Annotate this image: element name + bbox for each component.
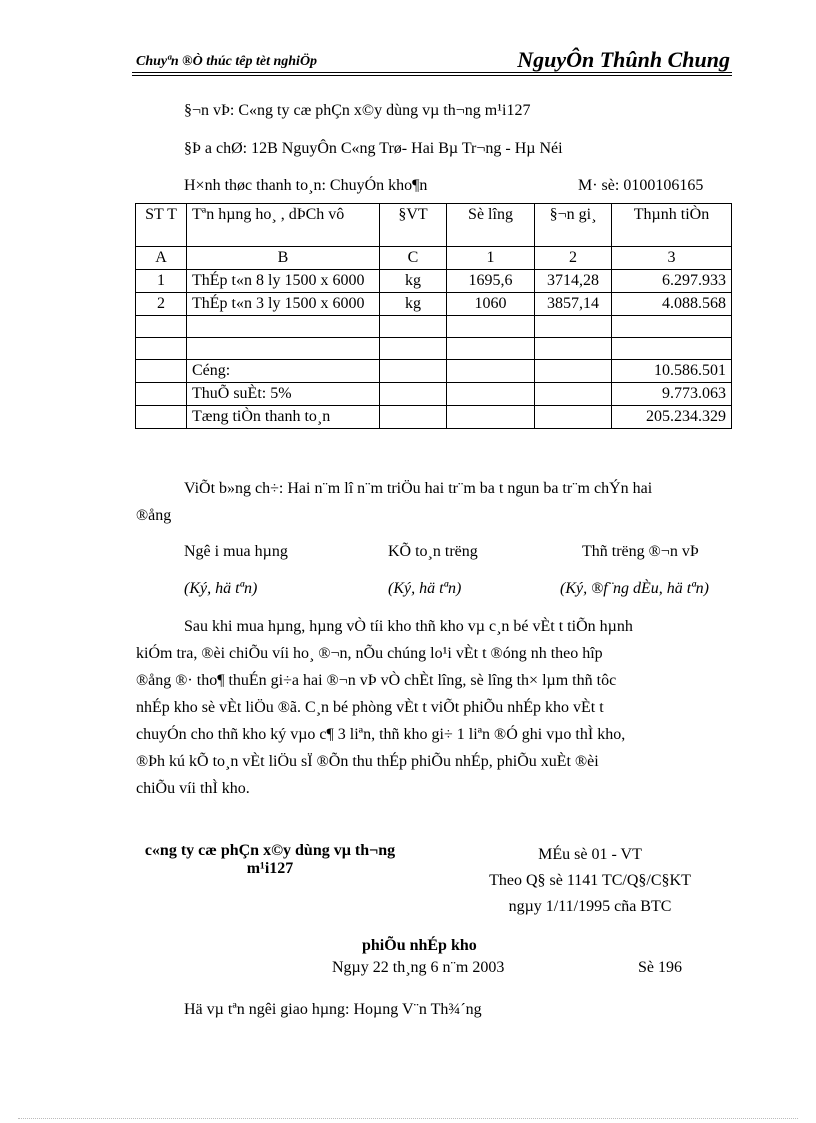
receipt-date: Ngµy 22 th¸ng 6 n¨m 2003 [332, 959, 505, 976]
decision-number: Theo Q§ sè 1141 TC/Q§/C§KT [489, 872, 691, 889]
row-item-name: ThÉp t«n 3 ly 1500 x 6000 [187, 293, 380, 316]
paragraph-line: ®Þh kú kÕ to¸n vÈt liÖu sÏ ®Õn thu thÉp phiÕu nhÉp, phiÕu xuÈt ®èi [136, 753, 599, 770]
paragraph-line: kiÓm tra, ®èi chiÕu víi ho¸ ®¬n, nÕu chúng lo¹i vÈt t ®óng nh theo hîp [136, 645, 603, 662]
table-row [136, 270, 732, 293]
row-amount: 4.088.568 [612, 293, 732, 316]
decision-date: ngµy 1/11/1995 cña BTC [508, 898, 672, 915]
total-row [136, 360, 732, 383]
total-value: 10.586.501 [612, 360, 732, 383]
col-header-stt: ST T [136, 204, 187, 247]
tax-label: ThuÕ suÈt: 5% [187, 383, 380, 406]
empty-row [136, 316, 732, 338]
header-rule [132, 72, 732, 76]
row-unit: kg [380, 270, 447, 293]
amount-in-words-cont: ®ång [136, 507, 172, 524]
paragraph-line: chuyÓn cho thñ kho ký vµo c¶ 3 liªn, thñ kho gi÷ 1 liªn ®Ó ghi vµo thÌ kho, [136, 726, 626, 743]
paragraph-line: ®ång ®· tho¶ thuÉn gi÷a hai ®¬n vÞ vÒ chÈt lîng, sè lîng th× lµm thñ tôc [136, 672, 617, 689]
signature-head-note: (Ký, ®f¨ng dÈu, hä tªn) [560, 580, 709, 597]
paragraph-line: chiÕu víi thÌ kho. [136, 780, 250, 797]
col-header-name: Tªn hµng ho¸ , dÞCh vô [187, 204, 380, 247]
address-line: §Þ a chØ: 12B NguyÔn C«ng Trø- Hai Bµ Tr¬ng - Hµ Néi [184, 140, 563, 157]
running-header-author: NguyÔn Thûnh Chung [517, 47, 730, 72]
row-stt: 1 [136, 270, 187, 293]
signature-accountant-note: (Ký, hä tªn) [388, 580, 462, 597]
tax-code: M· sè: 0100106165 [578, 177, 704, 194]
row-unit: kg [380, 293, 447, 316]
company-name [120, 842, 420, 878]
col-header-amount: Thµnh tiÒn [612, 204, 732, 247]
signature-head: Thñ trëng ®¬n vÞ [582, 543, 699, 560]
code-cell: B [187, 247, 380, 270]
grand-total-label: Tæng tiÒn thanh to¸n [187, 406, 380, 429]
signature-buyer: Ngê i mua hµng [184, 543, 288, 560]
signature-accountant: KÕ to¸n trëng [388, 543, 478, 560]
table-code-row [136, 247, 732, 270]
company-name-line1: c«ng ty cæ phÇn x©y dùng vµ th¬ng [144, 842, 396, 859]
row-stt: 2 [136, 293, 187, 316]
row-qty: 1060 [447, 293, 535, 316]
empty-row [136, 338, 732, 360]
form-number: MÉu sè 01 - VT [538, 846, 642, 863]
amount-in-words: ViÕt b»ng ch÷: Hai n¨m lî n¨m triÖu hai tr¨m ba t ngun ba tr¨m chÝn hai [184, 480, 653, 497]
tax-row [136, 383, 732, 406]
form-reference [450, 842, 730, 920]
page-bottom-border [18, 1118, 798, 1119]
code-cell: A [136, 247, 187, 270]
row-qty: 1695,6 [447, 270, 535, 293]
row-amount: 6.297.933 [612, 270, 732, 293]
table-row [136, 293, 732, 316]
table-header-row [136, 204, 732, 247]
deliverer-name: Hä vµ tªn ngêi giao hµng: Hoµng V¨n Th¾´ng [184, 1001, 482, 1018]
col-header-price: §¬n gi¸ [535, 204, 612, 247]
body-paragraph [136, 613, 730, 802]
company-name-line2: m¹i127 [246, 860, 294, 877]
row-price: 3857,14 [535, 293, 612, 316]
payment-method: H×nh thøc thanh to¸n: ChuyÓn kho¶n [184, 177, 428, 194]
paragraph-line: nhÉp kho sè vÈt liÖu ®ã. C¸n bé phòng vÈt t viÕt phiÕu nhÉp kho vÈt t [136, 699, 604, 716]
receipt-number: Sè 196 [638, 959, 682, 976]
grand-total-row [136, 406, 732, 429]
grand-total-value: 205.234.329 [612, 406, 732, 429]
col-header-qty: Sè lîng [447, 204, 535, 247]
receipt-title: phiÕu nhÉp kho [362, 937, 477, 954]
row-item-name: ThÉp t«n 8 ly 1500 x 6000 [187, 270, 380, 293]
row-price: 3714,28 [535, 270, 612, 293]
tax-value: 9.773.063 [612, 383, 732, 406]
total-label: Céng: [187, 360, 380, 383]
paragraph-line: Sau khi mua hµng, hµng vÒ tíi kho thñ kho vµ c¸n bé vÈt t tiÕn hµnh [184, 618, 633, 635]
signature-buyer-note: (Ký, hä tªn) [184, 580, 258, 597]
code-cell: C [380, 247, 447, 270]
code-cell: 2 [535, 247, 612, 270]
unit-line: §¬n vÞ: C«ng ty cæ phÇn x©y dùng vµ th¬ng m¹i127 [184, 102, 531, 119]
running-header-title: Chuyªn ®Ò thúc têp tèt nghiÖp [136, 54, 318, 69]
code-cell: 1 [447, 247, 535, 270]
col-header-unit: §VT [380, 204, 447, 247]
code-cell: 3 [612, 247, 732, 270]
goods-table [135, 203, 732, 429]
